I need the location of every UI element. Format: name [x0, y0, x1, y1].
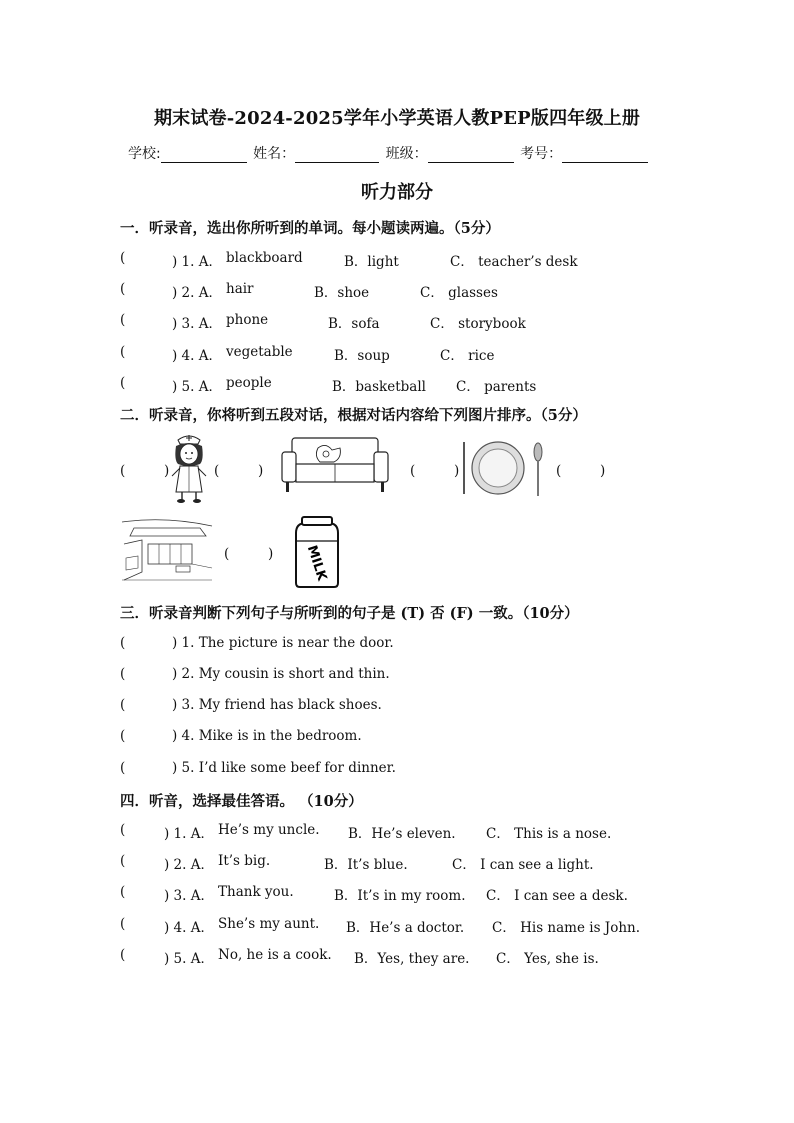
living-room-icon — [120, 518, 214, 584]
option-c: C． teacher’s desk — [450, 254, 578, 270]
answer-blank[interactable]: ( — [120, 884, 126, 900]
section-4-heading: 四．听音，选择最佳答语。 （10分） — [120, 793, 363, 810]
item-number: ) 5. A． — [164, 951, 214, 967]
option-b: B．Yes, they are. — [354, 951, 470, 967]
name-blank[interactable] — [295, 148, 379, 163]
option-a: hair — [226, 281, 254, 297]
paren-open: ( — [410, 463, 416, 479]
option-b: B．sofa — [328, 316, 380, 332]
answer-blank[interactable]: ( — [120, 666, 126, 682]
section-2-heading: 二．听录音，你将听到五段对话，根据对话内容给下列图片排序。（5分） — [120, 407, 587, 424]
option-c: C． parents — [456, 379, 537, 395]
paren-close: ) — [164, 463, 170, 479]
option-a: She’s my aunt. — [218, 916, 320, 932]
answer-blank[interactable]: ( — [120, 916, 126, 932]
option-c: C． I can see a light. — [452, 857, 594, 873]
answer-blank[interactable]: ( — [120, 947, 126, 963]
option-c: C． rice — [440, 348, 495, 364]
answer-blank[interactable]: ( — [120, 250, 126, 266]
answer-blank[interactable]: ( — [120, 760, 126, 776]
item-number: ) 1. A． — [164, 826, 214, 842]
item-number: ) 2. A． — [164, 857, 214, 873]
plate-spoon-fork-icon — [460, 438, 550, 500]
option-b: B．soup — [334, 348, 390, 364]
option-a: Thank you. — [218, 884, 294, 900]
item-number: ) 4. A． — [164, 920, 214, 936]
section-1-heading: 一．听录音，选出你所听到的单词。每小题读两遍。（5分） — [120, 220, 500, 237]
statement: ) 1. The picture is near the door. — [172, 635, 394, 651]
answer-blank[interactable]: ( — [120, 312, 126, 328]
class-label: 班级： — [385, 146, 428, 162]
answer-blank[interactable]: ( — [120, 853, 126, 869]
sofa-icon — [280, 434, 390, 496]
paren-open: ( — [214, 463, 220, 479]
option-a: No, he is a cook. — [218, 947, 332, 963]
item-number: ) 3. A． — [164, 888, 214, 904]
option-b: B．It’s blue. — [324, 857, 408, 873]
option-b: B．shoe — [314, 285, 370, 301]
option-b: B．He’s a doctor. — [346, 920, 465, 936]
answer-blank[interactable]: ( — [120, 635, 126, 651]
school-blank[interactable] — [161, 148, 247, 163]
option-a: vegetable — [226, 344, 293, 360]
option-c: C． storybook — [430, 316, 526, 332]
paren-close: ) — [258, 463, 264, 479]
answer-blank[interactable]: ( — [120, 281, 126, 297]
item-number: ) 4. A． — [172, 348, 222, 364]
option-a: It’s big. — [218, 853, 271, 869]
paren-close: ) — [600, 463, 606, 479]
option-b: B．light — [344, 254, 399, 270]
item-number: ) 5. A． — [172, 379, 222, 395]
option-a: people — [226, 375, 272, 391]
exam-title: 期末试卷-2024-2025学年小学英语人教PEP版四年级上册 — [153, 108, 641, 129]
statement: ) 2. My cousin is short and thin. — [172, 666, 390, 682]
paren-close: ) — [454, 463, 460, 479]
paren-open: ( — [224, 546, 230, 562]
answer-blank[interactable]: ( — [120, 375, 126, 391]
statement: ) 3. My friend has black shoes. — [172, 697, 382, 713]
class-blank[interactable] — [428, 148, 514, 163]
item-number: ) 2. A． — [172, 285, 222, 301]
answer-blank[interactable]: ( — [120, 344, 126, 360]
number-label: 考号： — [520, 146, 563, 162]
paren-close: ) — [268, 546, 274, 562]
section-3-heading: 三．听录音判断下列句子与所听到的句子是 (T) 否 (F) 一致。（10分） — [120, 605, 579, 622]
listening-part-heading: 听力部分 — [361, 182, 433, 203]
option-c: C． glasses — [420, 285, 498, 301]
statement: ) 4. Mike is in the bedroom. — [172, 728, 362, 744]
milk-label: MILK — [303, 543, 330, 583]
item-number: ) 3. A． — [172, 316, 222, 332]
option-b: B．basketball — [332, 379, 426, 395]
number-blank[interactable] — [562, 148, 648, 163]
answer-blank[interactable]: ( — [120, 822, 126, 838]
statement: ) 5. I’d like some beef for dinner. — [172, 760, 396, 776]
school-label: 学校: — [128, 146, 161, 162]
option-c: C． Yes, she is. — [496, 951, 599, 967]
paren-open: ( — [556, 463, 562, 479]
nurse-girl-icon — [166, 432, 212, 504]
answer-blank[interactable]: ( — [120, 697, 126, 713]
item-number: ) 1. A． — [172, 254, 222, 270]
answer-blank[interactable]: ( — [120, 728, 126, 744]
name-label: 姓名： — [253, 146, 296, 162]
option-c: C． This is a nose. — [486, 826, 612, 842]
option-b: B．He’s eleven. — [348, 826, 456, 842]
option-a: He’s my uncle. — [218, 822, 320, 838]
option-c: C． I can see a desk. — [486, 888, 628, 904]
student-info-line — [128, 143, 650, 163]
option-a: blackboard — [226, 250, 303, 266]
option-b: B．It’s in my room. — [334, 888, 466, 904]
option-c: C． His name is John. — [492, 920, 641, 936]
paren-open: ( — [120, 463, 126, 479]
option-a: phone — [226, 312, 269, 328]
milk-carton-icon — [286, 515, 348, 591]
